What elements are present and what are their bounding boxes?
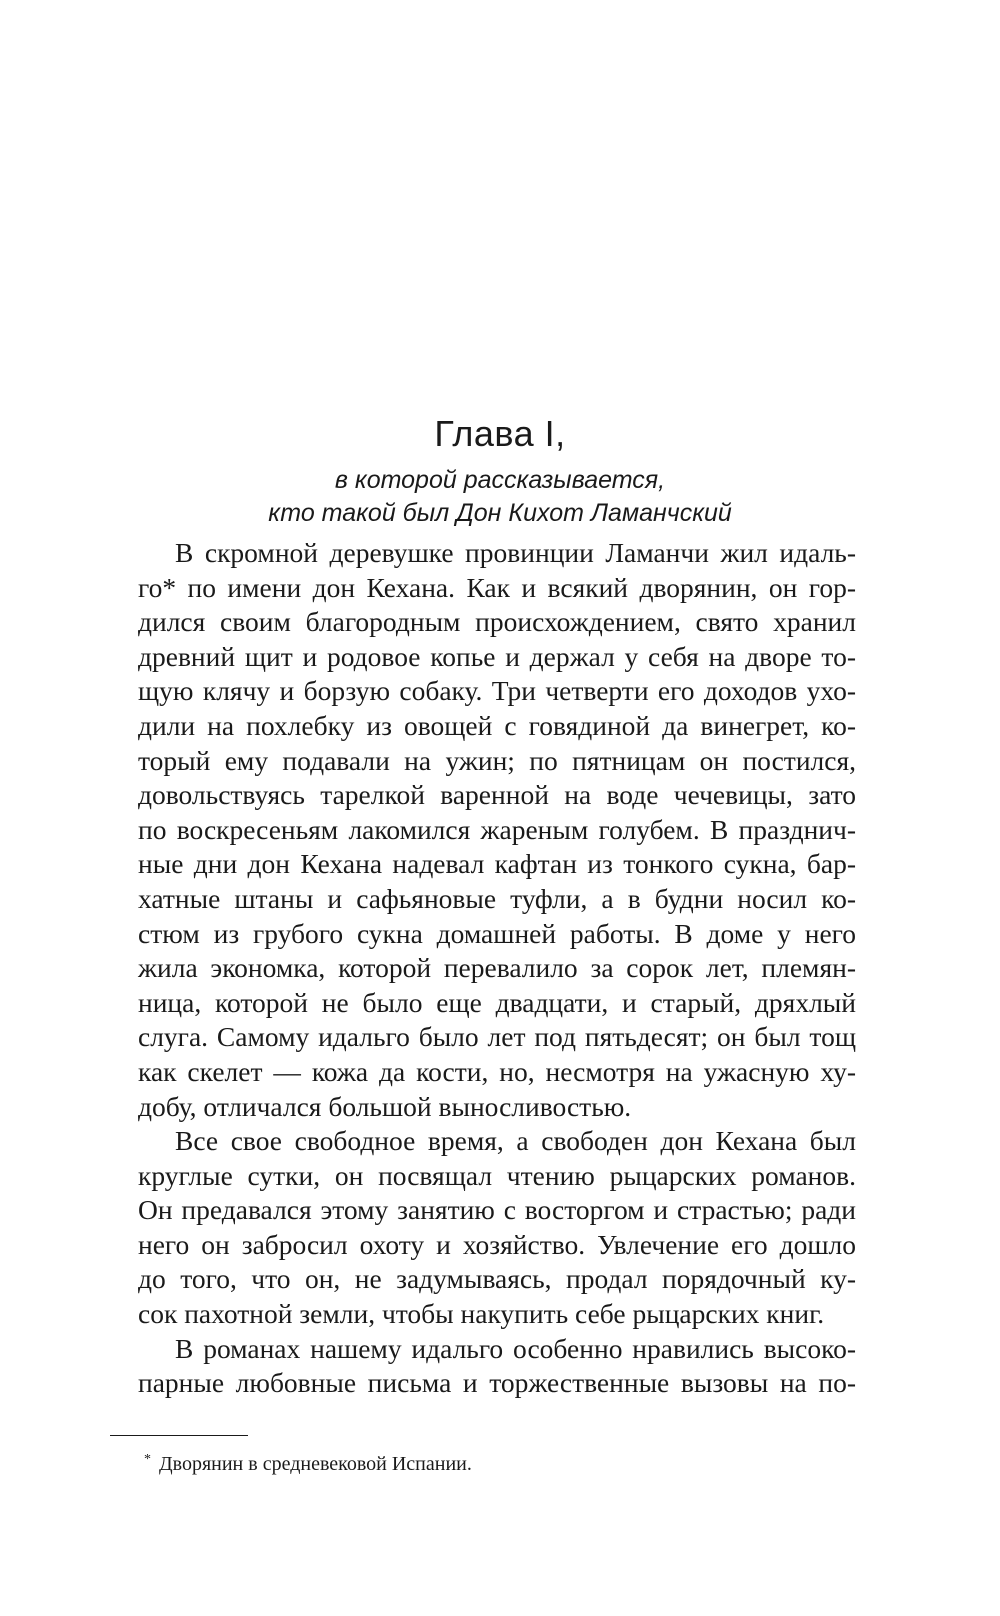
text-line: го* по имени дон Кехана. Как и всякий дворянин, он гор- xyxy=(138,571,856,603)
chapter-subtitle xyxy=(0,464,1000,530)
subtitle-line: в которой рассказывается, xyxy=(334,466,666,494)
text-line: древний щит и родовое копье и держал у себя на дворе то- xyxy=(138,640,856,672)
text-line: ные дни дон Кехана надевал кафтан из тонкого сукна, бар- xyxy=(138,848,856,880)
text-line: как скелет — кожа да кости, но, несмотря на ужасную ху- xyxy=(138,1055,856,1087)
text-line: него он забросил охоту и хозяйство. Увлечение его дошло xyxy=(138,1228,856,1260)
text-line: добу, отличался большой выносливостью. xyxy=(138,1090,632,1122)
text-line: по воскресеньям лакомился жареным голубем. В празднич- xyxy=(138,813,856,845)
text-line: Он предавался этому занятию с восторгом и страстью; ради xyxy=(138,1194,856,1226)
footnote xyxy=(144,1450,472,1478)
text-line: круглые сутки, он посвящал чтению рыцарских романов. xyxy=(138,1159,856,1191)
footnote-text: Дворянин в средневековой Испании. xyxy=(159,1453,472,1475)
text-line: щую клячу и борзую собаку. Три четверти его доходов ухо- xyxy=(138,675,856,707)
text-line: В скромной деревушке провинции Ламанчи жил идаль- xyxy=(175,537,856,568)
text-line: довольствуясь тарелкой варенной на воде чечевицы, зато xyxy=(138,779,856,811)
text-line: дили на похлебку из овощей с говядиной да винегрет, ко- xyxy=(138,709,856,741)
body-text xyxy=(138,536,856,1401)
text-line: до того, что он, не задумываясь, продал порядочный ку- xyxy=(138,1263,856,1295)
text-line: парные любовные письма и торжественные вызовы на по- xyxy=(138,1367,856,1399)
footnote-mark: * xyxy=(144,1452,151,1467)
text-line: ница, которой не было еще двадцати, и старый, дряхлый xyxy=(138,986,856,1018)
text-line: торый ему подавали на ужин; по пятницам он постился, xyxy=(138,744,856,776)
text-line: В романах нашему идальго особенно нравились высоко- xyxy=(175,1332,856,1364)
text-line: хатные штаны и сафьяновые туфли, а в будни носил ко- xyxy=(138,882,856,914)
text-line: Все свое свободное время, а свободен дон Кехана был xyxy=(175,1125,856,1157)
text-line: слуга. Самому идальго было лет под пятьдесят; он был тощ xyxy=(138,1021,856,1053)
text-line: сок пахотной земли, чтобы накупить себе рыцарских книг. xyxy=(138,1298,825,1330)
text-line: стюм из грубого сукна домашней работы. В доме у него xyxy=(138,917,856,949)
text-line: дился своим благородным происхождением, свято хранил xyxy=(138,606,856,638)
chapter-title: Глава I, xyxy=(434,413,566,454)
text-line: жила экономка, которой перевалило за сорок лет, племян- xyxy=(138,952,856,984)
subtitle-line: кто такой был Дон Кихот Ламанчский xyxy=(268,499,732,527)
footnote-divider xyxy=(110,1435,248,1436)
